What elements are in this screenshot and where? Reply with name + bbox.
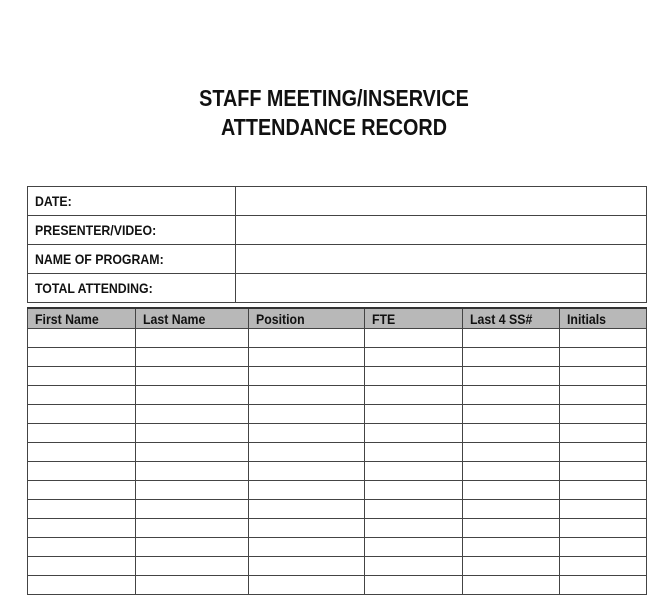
- cell-initials[interactable]: [559, 348, 646, 367]
- program-name-label-cell: [28, 245, 236, 274]
- cell-initials[interactable]: [559, 443, 646, 462]
- cell-initials[interactable]: [559, 405, 646, 424]
- cell-initials[interactable]: [559, 462, 646, 481]
- total-attending-field[interactable]: [236, 274, 647, 303]
- cell-last-name[interactable]: [135, 500, 248, 519]
- column-header-last-name: [135, 308, 248, 329]
- column-header-first-name: [28, 308, 136, 329]
- table-row: [28, 500, 647, 519]
- cell-position[interactable]: [249, 405, 365, 424]
- attendance-table: [27, 307, 647, 595]
- table-row: [28, 348, 647, 367]
- info-row-date: [28, 187, 647, 216]
- cell-last-4-ss[interactable]: [462, 462, 559, 481]
- cell-last-name[interactable]: [135, 519, 248, 538]
- cell-first-name[interactable]: [28, 367, 136, 386]
- cell-fte[interactable]: [364, 519, 462, 538]
- column-header-fte: [364, 308, 462, 329]
- cell-last-name[interactable]: [135, 424, 248, 443]
- cell-last-name[interactable]: [135, 557, 248, 576]
- cell-last-4-ss[interactable]: [462, 576, 559, 595]
- cell-first-name[interactable]: [28, 538, 136, 557]
- total-attending-label-cell: [28, 274, 236, 303]
- column-header-initials-label: Initials: [566, 310, 606, 327]
- cell-fte[interactable]: [364, 405, 462, 424]
- cell-position[interactable]: [249, 538, 365, 557]
- cell-first-name[interactable]: [28, 481, 136, 500]
- cell-fte[interactable]: [364, 348, 462, 367]
- cell-last-name[interactable]: [135, 443, 248, 462]
- cell-position[interactable]: [249, 424, 365, 443]
- cell-fte[interactable]: [364, 557, 462, 576]
- cell-initials[interactable]: [559, 500, 646, 519]
- cell-first-name[interactable]: [28, 576, 136, 595]
- cell-position[interactable]: [249, 462, 365, 481]
- cell-last-name[interactable]: [135, 462, 248, 481]
- cell-first-name[interactable]: [28, 557, 136, 576]
- column-header-position: [249, 308, 365, 329]
- cell-last-name[interactable]: [135, 386, 248, 405]
- cell-fte[interactable]: [364, 329, 462, 348]
- cell-position[interactable]: [249, 367, 365, 386]
- cell-last-4-ss[interactable]: [462, 481, 559, 500]
- cell-fte[interactable]: [364, 386, 462, 405]
- presenter-label: PRESENTER/VIDEO:: [35, 222, 157, 238]
- cell-last-4-ss[interactable]: [462, 405, 559, 424]
- cell-last-4-ss[interactable]: [462, 424, 559, 443]
- form-title-line-2: ATTENDANCE RECORD: [220, 114, 447, 140]
- table-row: [28, 481, 647, 500]
- cell-position[interactable]: [249, 443, 365, 462]
- cell-position[interactable]: [249, 557, 365, 576]
- column-header-last-4-ss: [462, 308, 559, 329]
- cell-position[interactable]: [249, 386, 365, 405]
- table-row: [28, 329, 647, 348]
- cell-fte[interactable]: [364, 500, 462, 519]
- cell-first-name[interactable]: [28, 500, 136, 519]
- table-row: [28, 519, 647, 538]
- info-row-total: [28, 274, 647, 303]
- column-header-first-name-label: First Name: [35, 310, 99, 327]
- cell-initials[interactable]: [559, 386, 646, 405]
- attendance-header-row: [28, 308, 647, 329]
- cell-last-4-ss[interactable]: [462, 348, 559, 367]
- program-name-field[interactable]: [236, 245, 647, 274]
- table-row: [28, 462, 647, 481]
- cell-last-4-ss[interactable]: [462, 329, 559, 348]
- cell-first-name[interactable]: [28, 348, 136, 367]
- cell-last-name[interactable]: [135, 367, 248, 386]
- cell-initials[interactable]: [559, 481, 646, 500]
- date-field[interactable]: [236, 187, 647, 216]
- cell-last-4-ss[interactable]: [462, 538, 559, 557]
- table-row: [28, 386, 647, 405]
- cell-fte[interactable]: [364, 443, 462, 462]
- cell-last-name[interactable]: [135, 329, 248, 348]
- cell-initials[interactable]: [559, 424, 646, 443]
- cell-fte[interactable]: [364, 538, 462, 557]
- cell-initials[interactable]: [559, 538, 646, 557]
- cell-first-name[interactable]: [28, 329, 136, 348]
- cell-last-name[interactable]: [135, 538, 248, 557]
- cell-first-name[interactable]: [28, 405, 136, 424]
- cell-initials[interactable]: [559, 576, 646, 595]
- info-row-program: [28, 245, 647, 274]
- table-row: [28, 405, 647, 424]
- table-row: [28, 557, 647, 576]
- cell-fte[interactable]: [364, 481, 462, 500]
- table-row: [28, 367, 647, 386]
- column-header-fte-label: FTE: [371, 310, 395, 327]
- cell-position[interactable]: [249, 348, 365, 367]
- table-row: [28, 576, 647, 595]
- table-row: [28, 424, 647, 443]
- cell-position[interactable]: [249, 329, 365, 348]
- cell-last-4-ss[interactable]: [462, 367, 559, 386]
- cell-first-name[interactable]: [28, 462, 136, 481]
- form-title: [47, 84, 621, 142]
- cell-position[interactable]: [249, 576, 365, 595]
- column-header-position-label: Position: [256, 310, 305, 327]
- cell-initials[interactable]: [559, 557, 646, 576]
- table-row: [28, 538, 647, 557]
- cell-first-name[interactable]: [28, 519, 136, 538]
- column-header-initials: [559, 308, 646, 329]
- cell-position[interactable]: [249, 481, 365, 500]
- info-row-presenter: [28, 216, 647, 245]
- cell-last-4-ss[interactable]: [462, 386, 559, 405]
- column-header-last-name-label: Last Name: [142, 310, 206, 327]
- cell-last-name[interactable]: [135, 576, 248, 595]
- cell-first-name[interactable]: [28, 443, 136, 462]
- column-header-last-4-ss-label: Last 4 SS#: [469, 310, 533, 327]
- date-label: DATE:: [35, 193, 72, 209]
- cell-position[interactable]: [249, 519, 365, 538]
- presenter-label-cell: [28, 216, 236, 245]
- cell-last-name[interactable]: [135, 405, 248, 424]
- cell-last-name[interactable]: [135, 481, 248, 500]
- cell-last-4-ss[interactable]: [462, 557, 559, 576]
- form-title-line-1: STAFF MEETING/INSERVICE: [199, 85, 469, 111]
- cell-last-name[interactable]: [135, 348, 248, 367]
- cell-last-4-ss[interactable]: [462, 500, 559, 519]
- presenter-field[interactable]: [236, 216, 647, 245]
- cell-initials[interactable]: [559, 519, 646, 538]
- total-attending-label: TOTAL ATTENDING:: [35, 280, 153, 296]
- cell-fte[interactable]: [364, 367, 462, 386]
- cell-position[interactable]: [249, 500, 365, 519]
- cell-first-name[interactable]: [28, 386, 136, 405]
- cell-last-4-ss[interactable]: [462, 519, 559, 538]
- attendance-body: [28, 329, 647, 595]
- cell-first-name[interactable]: [28, 424, 136, 443]
- cell-fte[interactable]: [364, 424, 462, 443]
- cell-initials[interactable]: [559, 329, 646, 348]
- program-info-table: [27, 186, 647, 303]
- cell-fte[interactable]: [364, 576, 462, 595]
- cell-last-4-ss[interactable]: [462, 443, 559, 462]
- table-row: [28, 443, 647, 462]
- program-name-label: NAME OF PROGRAM:: [35, 251, 164, 267]
- date-label-cell: [28, 187, 236, 216]
- cell-initials[interactable]: [559, 367, 646, 386]
- cell-fte[interactable]: [364, 462, 462, 481]
